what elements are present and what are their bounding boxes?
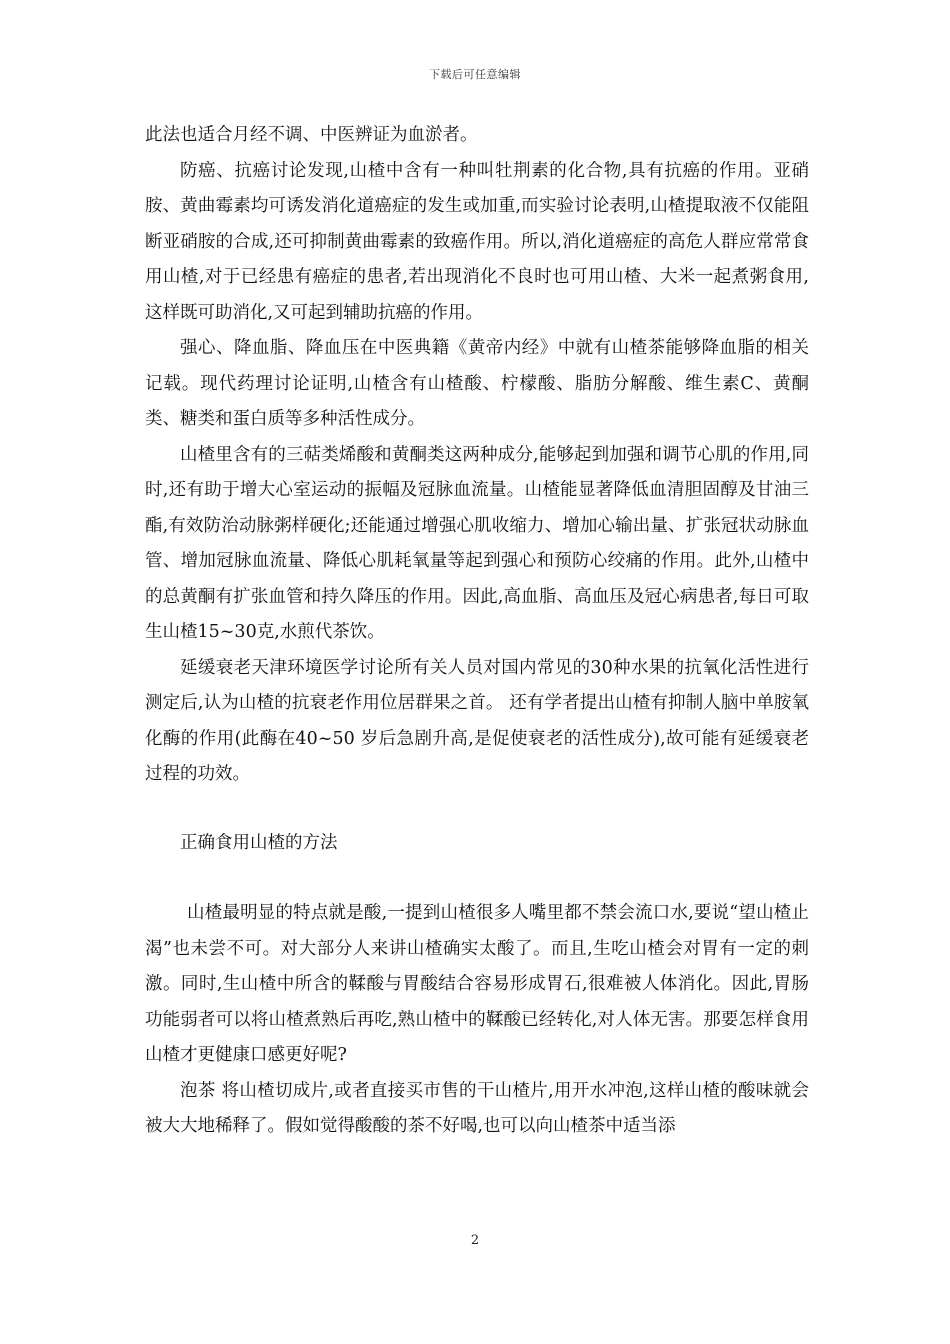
paragraph-continuation: 此法也适合月经不调、中医辨证为血淤者。 bbox=[145, 125, 478, 145]
paragraph-heart-lipids: 强心、降血脂、降血压在中医典籍《黄帝内经》中就有山楂茶能够降血脂的相关记载。现代药理讨论证明,山楂含有山楂酸、柠檬酸、脂肪分解酸、维生素C、黄酮类、糖类和蛋白质等多种活性成分。 bbox=[145, 338, 809, 429]
paragraph-tea: 泡茶 将山楂切成片,或者直接买市售的干山楂片,用开水冲泡,这样山楂的酸味就会被大大地稀释了。假如觉得酸酸的茶不好喝,也可以向山楂茶中适当添 bbox=[145, 1080, 809, 1136]
section-heading: 正确食用山楂的方法 bbox=[180, 832, 338, 853]
paragraph-sourness: 山楂最明显的特点就是酸,一提到山楂很多人嘴里都不禁会流口水,要说“望山楂止渴”也未尝不可。对大部分人来讲山楂确实太酸了。而且,生吃山楂会对胃有一定的刺激。同时,生山楂中所含的鞣酸与胃酸结合容易形成胃石,很难被人体消化。因此,胃肠功能弱者可以将山楂煮熟后再吃,熟山楂中的鞣酸已经转化,对人体无害。那要怎样食用山楂才更健康口感更好呢? bbox=[145, 903, 809, 1065]
page-header: 下载后可任意编辑 bbox=[429, 68, 521, 81]
page-number: 2 bbox=[470, 1233, 480, 1248]
paragraph-anti-aging: 延缓衰老天津环境医学讨论所有关人员对国内常见的30种水果的抗氧化活性进行测定后,认为山楂的抗衰老作用位居群果之首。 还有学者提出山楂有抑制人脑中单胺氧化酶的作用(此酶在40~50 岁后急剧升高,是促使衰老的活性成分),故可能有延缓衰老过程的功效。 bbox=[145, 657, 809, 784]
paragraph-myocardium: 山楂里含有的三萜类烯酸和黄酮类这两种成分,能够起到加强和调节心肌的作用,同时,还有助于增大心室运动的振幅及冠脉血流量。山楂能显著降低血清胆固醇及甘油三酯,有效防治动脉粥样硬化;还能通过增强心肌收缩力、增加心输出量、扩张冠状动脉血管、增加冠脉血流量、降低心肌耗氧量等起到强心和预防心绞痛的作用。此外,山楂中的总黄酮有扩张血管和持久降压的作用。因此,高血脂、高血压及冠心病患者,每日可取生山楂15~30克,水煎代茶饮。 bbox=[145, 444, 809, 642]
paragraph-anticancer: 防癌、抗癌讨论发现,山楂中含有一种叫牡荆素的化合物,具有抗癌的作用。亚硝胺、黄曲霉素均可诱发消化道癌症的发生或加重,而实验讨论表明,山楂提取液不仅能阻断亚硝胺的合成,还可抑制黄曲霉素的致癌作用。所以,消化道癌症的高危人群应常常食用山楂,对于已经患有癌症的患者,若出现消化不良时也可用山楂、大米一起煮粥食用,这样既可助消化,又可起到辅助抗癌的作用。 bbox=[145, 160, 809, 323]
document-body bbox=[145, 118, 809, 1145]
